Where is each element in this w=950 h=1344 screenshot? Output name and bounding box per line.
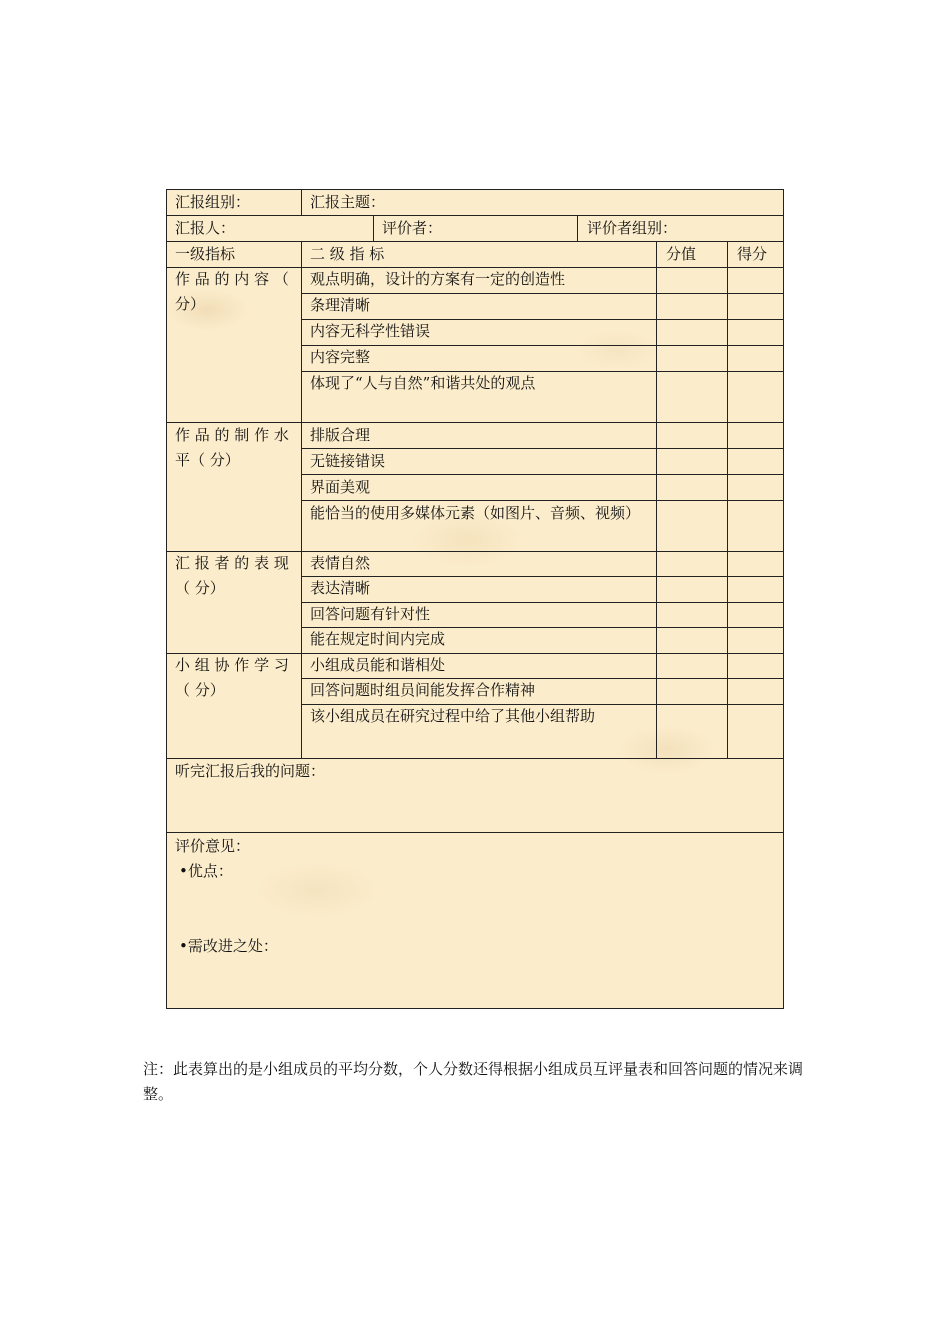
criterion-item: 回答问题有针对性	[310, 605, 431, 623]
criterion-item: 表情自然	[310, 554, 371, 572]
section-production-title: 作 品 的 制 作 水 平（ 分）	[175, 426, 289, 469]
section-content-title: 作 品 的 内 容 （ 分）	[175, 270, 289, 313]
comments-label: 评价意见：	[175, 837, 251, 855]
column-points: 分值	[666, 245, 697, 263]
evaluator-label: 评价者：	[382, 219, 443, 237]
criterion-item: 无链接错误	[310, 452, 386, 470]
criterion-item: 能恰当的使用多媒体元素（如图片、音频、视频）	[310, 504, 641, 522]
evaluation-form	[166, 189, 784, 1009]
criterion-item: 回答问题时组员间能发挥合作精神	[310, 681, 536, 699]
criterion-item: 体现了“人与自然”和谐共处的观点	[310, 374, 536, 392]
column-level2: 二 级 指 标	[310, 245, 385, 263]
criterion-item: 界面美观	[310, 478, 371, 496]
criterion-item: 该小组成员在研究过程中给了其他小组帮助	[310, 707, 596, 725]
strengths-label: •优点：	[179, 862, 233, 880]
questions-label: 听完汇报后我的问题：	[175, 762, 326, 780]
section-teamwork-title: 小 组 协 作 学 习 （ 分）	[175, 656, 289, 699]
improvements-label: •需改进之处：	[179, 937, 278, 955]
criterion-item: 内容无科学性错误	[310, 322, 431, 340]
reporter-label: 汇报人：	[175, 219, 236, 237]
column-level1: 一级指标	[175, 245, 236, 263]
criterion-item: 内容完整	[310, 348, 371, 366]
criterion-item: 表达清晰	[310, 579, 371, 597]
criterion-item: 小组成员能和谐相处	[310, 656, 446, 674]
footnote: 注：此表算出的是小组成员的平均分数，个人分数还得根据小组成员互评量表和回答问题的情况来调整。	[143, 1060, 804, 1103]
criterion-item: 观点明确，设计的方案有一定的创造性	[310, 270, 566, 288]
evaluator-group-label: 评价者组别：	[587, 219, 678, 237]
report-topic-label: 汇报主题：	[310, 193, 386, 211]
column-score: 得分	[737, 245, 768, 263]
section-presenter-title: 汇 报 者 的 表 现 （ 分）	[175, 554, 289, 597]
report-group-label: 汇报组别：	[175, 193, 251, 211]
criterion-item: 条理清晰	[310, 296, 371, 314]
criterion-item: 能在规定时间内完成	[310, 630, 446, 648]
criterion-item: 排版合理	[310, 426, 371, 444]
